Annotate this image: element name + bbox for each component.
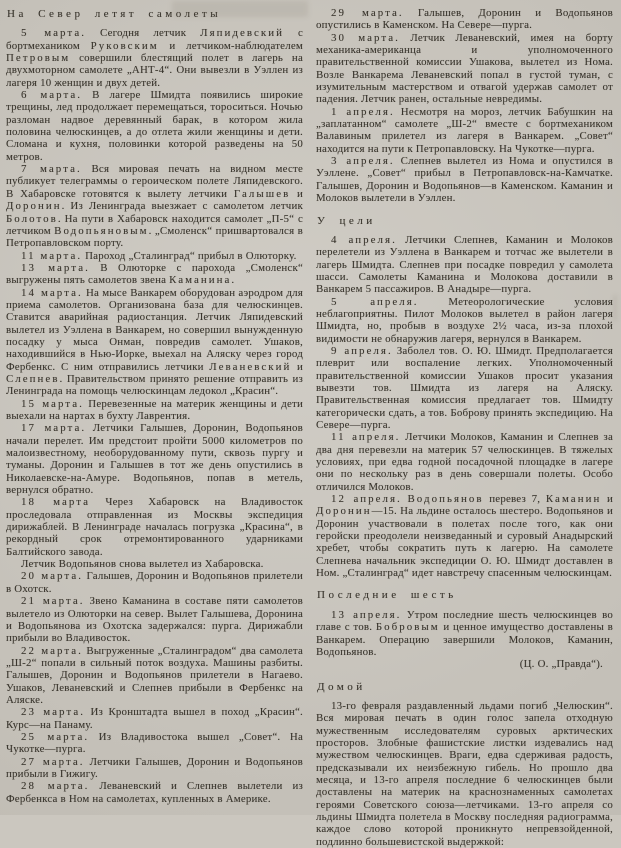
emphasized-name: Петровым [6,52,71,65]
scan-artifact [613,295,617,321]
text-run: Утром последние шесть челюскинцев во главе с тов. [316,608,613,634]
emphasized-name: 22 марта. [21,644,83,657]
paragraph [6,89,303,163]
paragraph [6,706,303,731]
text-run: Летчики Галышев, Доронин и Водопьянов прибыли в Гижигу. [6,755,303,780]
text-run: перевез 7, [483,493,546,506]
emphasized-name: Водопьяновым [54,224,149,237]
text-run: В Олюторке с парохода „Смоленск“ выгружены пять самолетов звена [6,261,303,287]
emphasized-name: 23 марта. [21,706,86,719]
paragraph [6,595,303,644]
emphasized-name: Леваневский [209,360,292,373]
paragraph [6,645,303,707]
emphasized-name: 28 марта. [21,780,90,793]
emphasized-name: Каманин [545,493,602,506]
emphasized-name: 7 марта. [21,163,82,176]
text-run: Несмотря на мороз, летчик Бабушкин на „заплатанном“ самолете „Ш-2“ вместе с бортмехаником Валавиным прилетел из лагеря в Ванкарем. „Совет“ находится на пути к Петропавловску. На Чукотке—пурга. [316,105,613,155]
text-run: и летчиком-наблюдателем [158,39,303,52]
text-run: . „Смоленск“ пришвартовался в Петропавловском порту. [6,224,303,250]
emphasized-name: Болотов [6,212,58,225]
emphasized-name: 29 марта. [331,7,404,19]
emphasized-name: 14 марта. [21,286,83,299]
text-run: совершили блестящий полет в лагерь на двухмоторном самолете „АНТ-4“. Они вывезли в Уэллен из лагеря 10 женщин и двух детей. [6,52,303,89]
paragraph [316,155,613,204]
paragraph [6,780,303,805]
scan-artifact [172,1,308,17]
text-run: Летчик Леваневский, имея на борту механика-американца и уполномоченного правительственной комиссии Ушакова, вылетел из Нома. Возле Ванкарема Леваневский попал в густой туман, с изумительным мастерством и отвагой удержав самолет от падения. Летчик ранен, остальные невредимы. [316,31,613,106]
emphasized-name: 27 марта. [21,755,85,768]
text-run: Из Владивостока вышел „Совет“. На Чукотке—пурга. [6,730,303,756]
paragraph [6,558,303,570]
text-run: . На пути в Хабаровск находится самолет „П-5“ с летчиком [6,212,303,237]
emphasized-name: Галышев [233,187,291,200]
emphasized-name: Каманина [169,274,232,287]
paragraph [6,422,303,496]
text-run: Галышев, Доронин и Водопьянов опустились в Каменском. На Севере—пурга. [316,7,614,32]
paragraph [316,493,613,579]
emphasized-name: Слепнев [6,372,60,385]
text-run: и [290,187,303,200]
emphasized-name: 11 марта. [21,249,83,262]
section-heading: У цели [317,214,376,227]
paragraph [6,250,303,262]
section-heading: На Север летят самолеты [7,8,222,20]
text-run: На мысе Ванкарем оборудован аэродром для приема самолетов. Организована база для челюскинцев. Ставится аварийная радиостанция. Летчик Ляпидевский вылетел из Уэллена в Ванкарем, но совершил вынужденную посадку у мыса Онман, повредив самолет. Ушаков, находившийся в Нью-Иорке, выехал на Аляску через город Фербенкс. С ним отправились летчики [6,286,303,373]
left-column [6,7,303,815]
emphasized-name: 1 апреля. [331,105,395,118]
emphasized-name: Ляпидевский [200,27,285,40]
text-run: Летчики Слепнев, Каманин и Молоков перелетели из Уэллена в Ванкарем и тотчас же вылетели в лагерь Шмидта. Слепнев при посадке повредил у самолета шасси. Самолеты Каманина и Молокова доставили в Ванкарем 5 пассажиров. В Анадыре—пурга. [316,233,613,296]
text-run: Галышев, Доронин и Водопьянов прилетели в Охотск. [6,570,304,595]
emphasized-name: 3 апреля. [331,155,395,168]
text-run: Леваневский и Слепнев вылетели из Фербенкса в Ном на самолетах, купленных в Америке. [6,780,303,805]
source-signature: (Ц. О. „Правда“). [519,658,603,671]
text-run: Летчик Водопьянов снова вылетел из Хабаровска. [21,558,264,571]
paragraph [6,27,303,89]
emphasized-name: 5 апреля. [331,295,419,308]
emphasized-name: 13 марта. [21,261,90,274]
emphasized-name: 13 апреля. [331,608,402,621]
paragraph [6,731,303,756]
text-run: Перевезенные на материк женщины и дети выехали на нартах в бухту Лаврентия. [6,397,303,422]
paragraph [316,296,613,345]
emphasized-name: 21 марта. [21,595,85,608]
paragraph [6,163,303,249]
right-column [316,7,614,848]
emphasized-name: Руковским [90,39,159,52]
text-run: Сегодня летчик [86,27,201,40]
emphasized-name: 25 марта. [21,730,90,743]
text-run: Слепнев вылетел из Нома и опустился в Уэллене. „Совет“ прибыл в Петропавловск-на-Камчатке. Галышев, Доронин и Водопьянов—в Каменском. Каманин и Молоков вылетели в Уэллен. [316,155,614,205]
text-run: Летчики Молоков, Каманин и Слепнев за два дня перевезли на материк 57 челюскинцев. В тяжелых условиях, при едва годной посадочной площадке в лагере они по нескольку раз в день совершали полеты. Особо отличился Молоков. [316,431,613,493]
text-run: . Из Ленинграда выезжает с самолетом летчик [61,200,303,213]
paragraph [6,262,303,287]
text-run: Заболел тов. О. Ю. Шмидт. Предполагается плеврит или воспаление легких. Уполномоченный правительственной комиссии Ушаков просит указания вывезти тов. Шмидта из лагеря на Аляску. Правительственная комиссия предлагает тов. Шмидту категорически сдать, а тов. Боброву принять экспедицию. На Севере—пурга. [316,344,613,431]
text-run: . [231,274,235,287]
section-heading: Домой [317,680,366,693]
paragraph [316,32,613,106]
paragraph [6,398,303,423]
paragraph [6,570,303,595]
text-run: Звено Каманина в составе пяти самолетов вылетело из Олюторки на север. Вылет Галышева, Доронина и Водопьянова из Охотска задержался: пурга. Дирижабли прибыли во Владивосток. [6,595,303,645]
paragraph [316,700,613,848]
emphasized-name: 9 апреля. [331,344,393,357]
text-run: —15. На льдине осталось шестеро. Водопьянов и Доронин участвовали в полетах после того, как они геройски преодолели неизведанный и суровый Анадырский хребет, чтобы сократить путь к лагерю. На самолете Слепнева начальник экспедиции О. Ю. Шмидт доставлен в Ном. „Сталинград“ идет навстречу спасенным челюскинцам. [316,505,613,580]
paragraph [316,106,613,155]
text-run: Через Хабаровск на Владивосток проследовала отправленная из Москвы экспедиция дирижаблей. В Ленинграде началась погрузка „Красина“, в рекордный срок отремонтированного ударниками Балтийского завода. [6,496,303,558]
paragraph [316,609,613,658]
text-run: Пароход „Сталинград“ прибыл в Олюторку. [82,249,297,262]
emphasized-name: Доронин [316,505,372,518]
text-run: Из Кронштадта вышел в поход „Красин“. Курс—на Панаму. [6,706,303,731]
emphasized-name: Водопьянов [407,493,484,506]
text-run: Летчики Галышев, Доронин, Водопьянов начали перелет. Им предстоит пройти 5000 километров по малоизвестному, необорудованному пути, сквозь пургу и туманы. Доронин и Галышев в тот же день опустились в Николаевске-на-Амуре. Водопьянов, попав в метель, вернулся обратно. [6,422,303,497]
emphasized-name: Бобровым [375,621,440,634]
emphasized-name: 18 марта [21,496,91,509]
text-run: и [601,493,613,506]
text-run: и [291,360,304,373]
emphasized-name: 15 марта. [21,397,84,410]
emphasized-name: 12 апреля. [331,493,402,506]
paragraph [6,756,303,781]
text-run: Метеорологические условия неблагоприятны. Пилот Молоков вылетел в район лагеря Шмидта, но, пробыв в воздухе 2½ часа, из-за плохой видимости не обнаружив лагеря, вернулся в Ванкарем. [316,295,614,345]
emphasized-name: 20 марта. [21,570,84,583]
text-run: . Правительством принято решение отправить из Ленинграда на помощь челюскинцам ледокол „Красин“. [6,372,303,398]
emphasized-name: 11 апреля. [331,431,401,444]
emphasized-name: Доронин [6,200,62,213]
paragraph [316,234,613,296]
section-heading: Последние шесть [317,589,457,602]
text-run: 13-го февраля раздавленный льдами погиб „Челюскин“. Вся мировая печать в один голос запела отходную мужественным исследователям суровых арктических просторов. Злобные фашистские листки издевались над мужеством челюскинцев. Враги, едва сдерживая радость, предсказывали их неизбежную гибель. Но прошло два месяца, и 13-го апреля последние 6 челюскинцев были доставлены на материк на краснознаменных самолетах героями Советского союза—летчиками. 13-го апреля со льдины Шмидта полетела в Москву последняя радиограмма, каждое слово которой проникнуто непревзойденной, подлинно большевистской выдержкой: [316,699,613,848]
emphasized-name: 30 марта. [331,31,400,44]
emphasized-name: 5 марта. [21,27,87,40]
text-run: Выгруженные „Сталинградом“ два самолета „Ш-2“ попали в сильный поток воздуха. Машины разбиты. Галышев, Доронин и Водопьянов прилетели в Нагаево. Ушаков, Леваневский и Слепнев прибыли в Фербенкс на Аляске. [6,644,303,706]
text-run: В лагере Шмидта появились широкие трещины, лед продолжает перемещаться, тороситься. Ночью разломан надвое деревянный барак, в котором жила половина челюскинцев, а до отлета жили женщины и дети. Сломана и кухня, половинки которой разведены на 50 метров. [6,89,303,163]
paragraph [316,345,613,431]
emphasized-name: 4 апреля. [331,233,397,246]
emphasized-name: 17 марта. [21,422,87,435]
text-run: и ценное имущество доставлены в Ванкарем. Операцию завершили Молоков, Каманин, Водопьянов. [316,621,613,658]
paragraph [316,431,613,493]
emphasized-name: 6 марта. [21,89,83,102]
text-run: Вся мировая печать на видном месте публикует телеграммы о героическом полете Ляпидевского. В Хабаровске готовятся к вылету летчики [6,163,303,200]
text-run: с бортмехаником [6,27,304,52]
paragraph [6,287,303,398]
paragraph [316,7,613,32]
paragraph [6,496,303,558]
